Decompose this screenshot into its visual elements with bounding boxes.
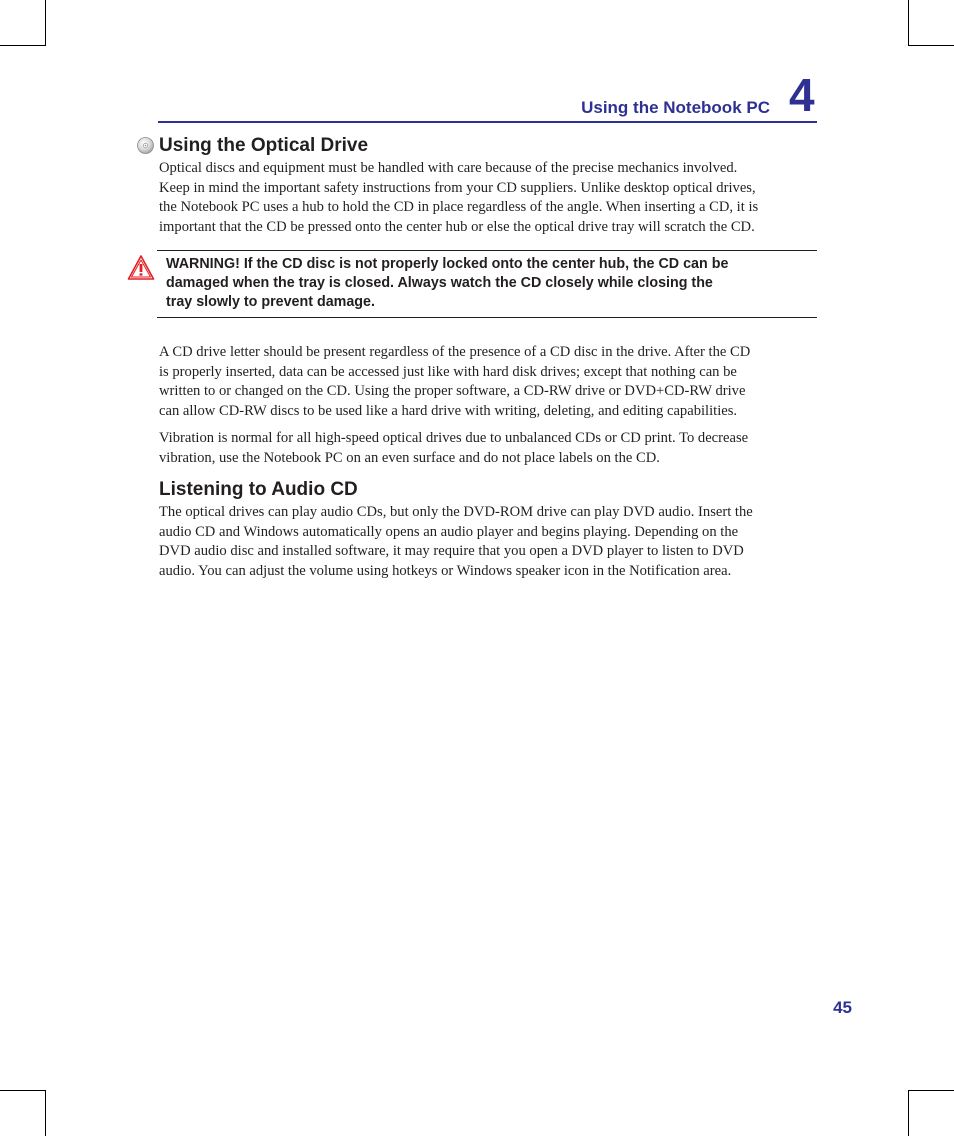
cd-disc-icon <box>137 137 154 154</box>
text-line: audio CD and Windows automatically opens an audio player and begins playing. Depending on the <box>159 523 739 540</box>
text-line: is properly inserted, data can be accessed just like with hard disk drives; except that nothing can be <box>159 363 737 380</box>
crop-mark-bottom-left-horizontal <box>0 1090 46 1091</box>
intro-paragraph <box>159 159 819 237</box>
crop-mark-bottom-right-vertical <box>908 1090 909 1136</box>
text-line: vibration, use the Notebook PC on an even surface and do not place labels on the CD. <box>159 449 660 466</box>
chapter-number: 4 <box>789 69 815 121</box>
section-heading-audio-cd: Listening to Audio CD <box>159 479 358 500</box>
crop-mark-top-right-horizontal <box>908 45 954 46</box>
text-line: The optical drives can play audio CDs, but only the DVD-ROM drive can play DVD audio. Insert the <box>159 504 753 520</box>
text-line: tray slowly to prevent damage. <box>166 294 375 310</box>
warning-triangle-icon <box>127 254 155 282</box>
text-line: DVD audio disc and installed software, it may require that you open a DVD player to listen to DVD <box>159 543 744 559</box>
warning-text <box>166 255 811 312</box>
header-rule <box>158 121 817 123</box>
crop-mark-top-left-vertical <box>45 0 46 46</box>
section-heading-optical-drive: Using the Optical Drive <box>159 135 369 156</box>
warning-top-rule <box>157 250 817 251</box>
warning-bottom-rule <box>157 317 817 318</box>
page-number: 45 <box>833 998 852 1017</box>
crop-mark-top-left-horizontal <box>0 45 46 46</box>
drive-letter-paragraph <box>159 343 819 421</box>
vibration-paragraph <box>159 429 819 468</box>
text-line: A CD drive letter should be present regardless of the presence of a CD disc in the drive. After the CD <box>159 344 751 360</box>
crop-mark-bottom-right-horizontal <box>908 1090 954 1091</box>
running-header-title: Using the Notebook PC <box>581 98 770 117</box>
text-line: audio. You can adjust the volume using hotkeys or Windows speaker icon in the Notification area. <box>159 562 732 579</box>
text-line: damaged when the tray is closed. Always watch the CD closely while closing the <box>166 275 713 291</box>
text-line: Keep in mind the important safety instructions from your CD suppliers. Unlike desktop optical drives, <box>159 179 756 196</box>
audio-cd-paragraph <box>159 503 819 581</box>
text-line: Optical discs and equipment must be handled with care because of the precise mechanics involved. <box>159 160 738 176</box>
crop-mark-bottom-left-vertical <box>45 1090 46 1136</box>
text-line: the Notebook PC uses a hub to hold the CD in place regardless of the angle. When inserting a CD, it is <box>159 199 759 215</box>
text-line: important that the CD be pressed onto the center hub or else the optical drive tray will scratch the CD. <box>159 218 755 235</box>
text-line: written to or changed on the CD. Using the proper software, a CD-RW drive or DVD+CD-RW drive <box>159 383 746 399</box>
crop-mark-top-right-vertical <box>908 0 909 46</box>
text-line: can allow CD-RW discs to be used like a hard drive with writing, deleting, and editing capabilities. <box>159 402 738 419</box>
text-line: Vibration is normal for all high-speed optical drives due to unbalanced CDs or CD print. To decrease <box>159 430 749 446</box>
text-line: WARNING! If the CD disc is not properly locked onto the center hub, the CD can be <box>166 256 729 272</box>
